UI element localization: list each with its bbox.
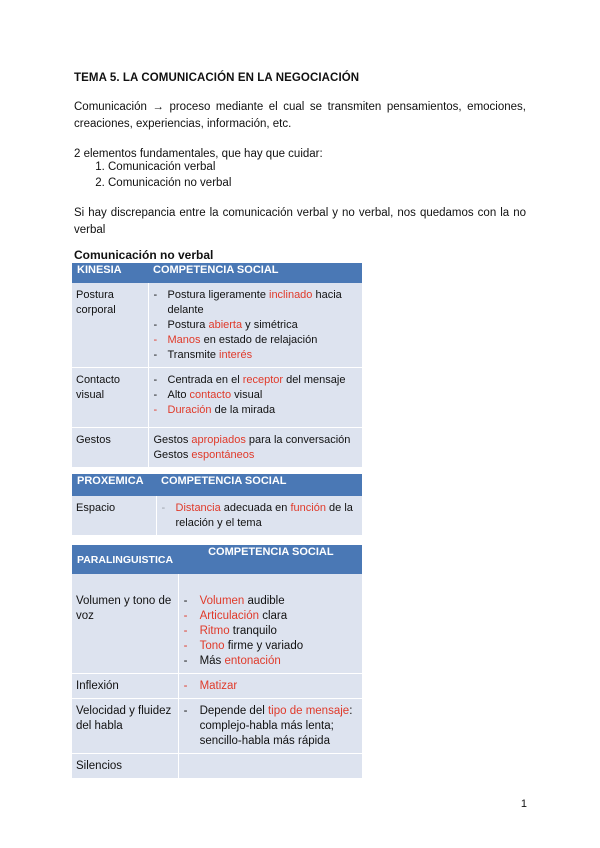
row-label: Silencios [72, 754, 178, 779]
proxemica-table [72, 474, 362, 536]
table-row [72, 699, 362, 754]
list-item: - Manos en estado de relajación [154, 333, 357, 348]
table-row [72, 283, 362, 368]
row-label: Contacto visual [72, 368, 148, 428]
list-item: - Volumen audible [184, 594, 356, 609]
list-item: - Centrada en el receptor del mensaje [154, 373, 357, 388]
bullet-list [184, 679, 356, 694]
row-label: Gestos [72, 428, 148, 468]
list-item: - Postura ligeramente inclinado hacia delante [154, 288, 357, 318]
bullet-list [162, 501, 357, 531]
page-number: 1 [520, 798, 527, 810]
bullet-list [184, 594, 356, 669]
list-item: - Matizar [184, 679, 356, 694]
list-item: - Más entonación [184, 654, 356, 669]
list-item: - Distancia adecuada en función de la relación y el tema [162, 501, 357, 531]
table-header-cell: COMPETENCIA SOCIAL [156, 474, 362, 496]
table-header-cell: PARALINGUISTICA [72, 545, 178, 574]
text-line: Gestos espontáneos [153, 449, 255, 461]
paragraph-elements: 2 elementos fundamentales, que hay que cuidar: [74, 148, 323, 160]
table-row [72, 368, 362, 428]
text-line: Gestos apropiados para la conversación [153, 434, 351, 446]
table-row [72, 496, 362, 536]
list-item: - Postura abierta y simétrica [154, 318, 357, 333]
elements-list [92, 160, 231, 191]
row-label: Espacio [72, 496, 156, 536]
list-item: - Articulación clara [184, 609, 356, 624]
list-item: - Transmite interés [154, 348, 357, 363]
list-item: - Duración de la mirada [154, 403, 357, 418]
bullet-list [154, 288, 357, 363]
table-row [72, 428, 362, 468]
row-label: Postura corporal [72, 283, 148, 368]
paralinguistica-table [72, 545, 362, 779]
paragraph-discrepancy: Si hay discrepancia entre la comunicación verbal y no verbal, nos quedamos con la no verbal [74, 207, 526, 236]
list-item: - Tono firme y variado [184, 639, 356, 654]
paragraph-definition: Comunicación → proceso mediante el cual se transmiten pensamientos, emociones, creaciones, experiencias, información, etc. [74, 101, 526, 130]
list-item: 2. Comunicación no verbal [108, 176, 231, 192]
table-row [72, 574, 362, 674]
document-title: TEMA 5. LA COMUNICACIÓN EN LA NEGOCIACIÓN [74, 72, 360, 84]
table-header-cell: KINESIA [72, 263, 148, 283]
table-header-cell: COMPETENCIA SOCIAL [178, 545, 362, 574]
list-item: 1. Comunicación verbal [108, 160, 231, 176]
table-header-cell: PROXEMICA [72, 474, 156, 496]
row-label: Velocidad y fluidez del habla [72, 699, 178, 754]
bullet-list [184, 704, 356, 749]
bullet-list [154, 373, 357, 418]
section-subheading: Comunicación no verbal [74, 248, 214, 262]
row-label: Inflexión [72, 674, 178, 699]
list-item: - Alto contacto visual [154, 388, 357, 403]
table-header-cell: COMPETENCIA SOCIAL [148, 263, 362, 283]
list-item: - Depende del tipo de mensaje: complejo-habla más lenta; sencillo-habla más rápida [184, 704, 356, 749]
table-row [72, 754, 362, 779]
row-label: Volumen y tono de voz [72, 574, 178, 674]
table-row [72, 674, 362, 699]
kinesia-table [72, 263, 362, 468]
list-item: - Ritmo tranquilo [184, 624, 356, 639]
